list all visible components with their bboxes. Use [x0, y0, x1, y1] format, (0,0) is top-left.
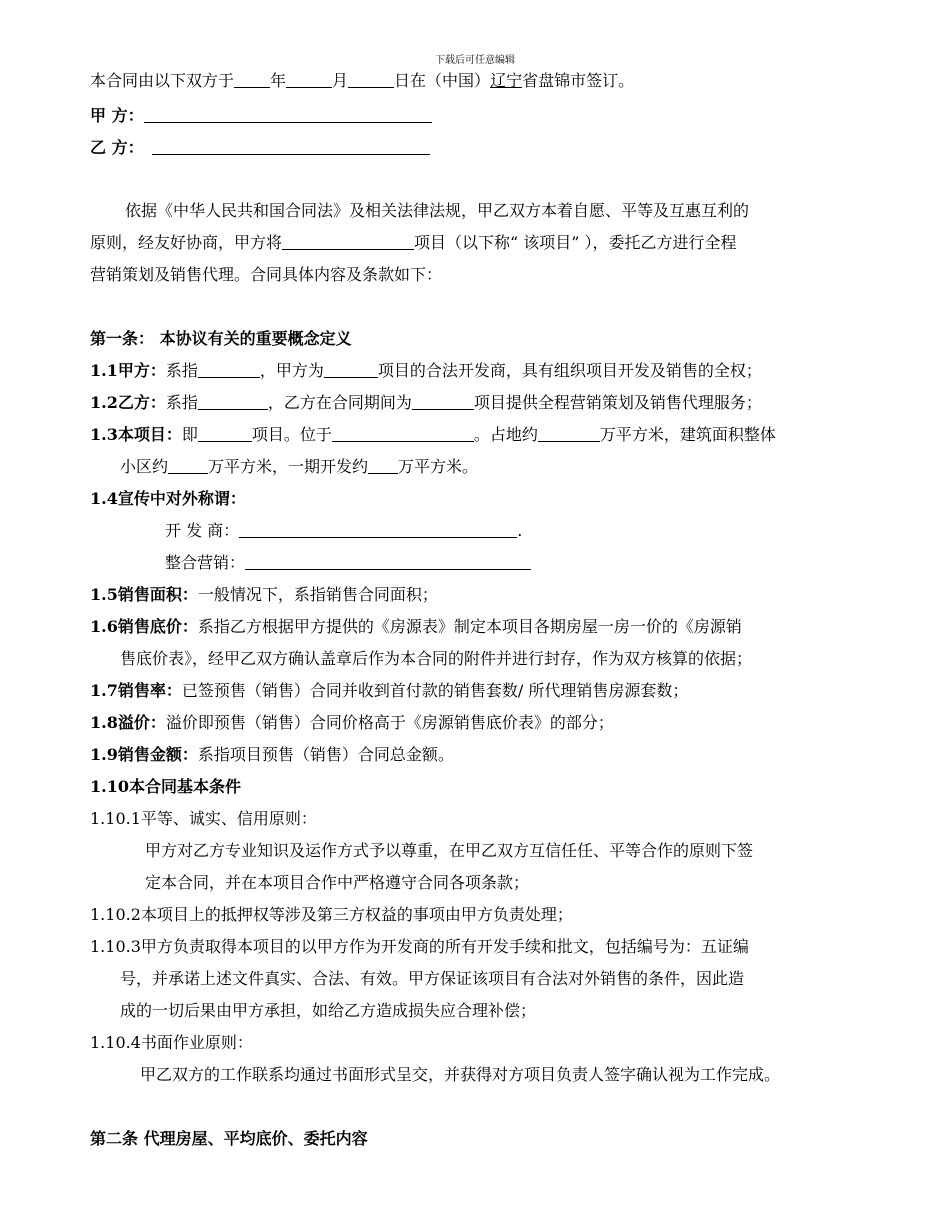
def-1-7-text: 已签预售（销售）合同并收到首付款的销售套数/ 所代理销售房源套数； — [181, 681, 689, 700]
opening-year: 年 — [270, 71, 287, 90]
def-1-1 — [90, 360, 762, 382]
def-1-2-b: ，乙方在合同期间为 — [267, 393, 412, 412]
preamble-line2 — [90, 232, 737, 254]
def-1-1-term: 1.1甲方： — [90, 361, 166, 380]
opening-province: 辽宁 — [490, 71, 523, 90]
clause-1-10-3-text2: 号，并承诺上述文件真实、合法、有效。甲方保证该项目有合法对外销售的条件，因此造 — [120, 969, 745, 988]
opening-line — [90, 70, 634, 92]
header-note: 下载后可任意编辑 — [435, 55, 515, 66]
project-name-blank[interactable] — [282, 233, 414, 250]
party-b-line — [90, 137, 430, 159]
opening-day-prefix: 日在（中国） — [394, 71, 491, 90]
article1-title: 第一条： 本协议有关的重要概念定义 — [90, 329, 352, 348]
def-1-1-blank1[interactable] — [198, 361, 260, 378]
party-a-line — [90, 105, 432, 127]
def-1-9-text: 系指项目预售（销售）合同总金额。 — [197, 745, 454, 764]
def-1-3-blank3[interactable] — [538, 425, 600, 442]
def-1-6-text2: 售底价表》，经甲乙双方确认盖章后作为本合同的附件并进行封存，作为双方核算的依据； — [120, 649, 753, 668]
def-1-3-blank4[interactable] — [168, 457, 208, 474]
opening-month: 月 — [332, 71, 349, 90]
def-1-1-a: 系指 — [165, 361, 198, 380]
def-1-6 — [90, 616, 742, 638]
def-1-3-c: 。占地约 — [473, 425, 538, 444]
clause-1-10-1-text2: 定本合同，并在本项目合作中严格遵守合同各项条款； — [145, 873, 530, 892]
def-1-2-a: 系指 — [165, 393, 198, 412]
preamble-line1: 依据《中华人民共和国合同法》及相关法律法规，甲乙双方本着自愿、平等及互惠互利的 — [125, 201, 750, 220]
clause-1-10-2: 1.10.2本项目上的抵押权等涉及第三方权益的事项由甲方负责处理； — [90, 905, 573, 924]
def-1-2 — [90, 392, 762, 414]
def-1-6-text1: 系指乙方根据甲方提供的《房源表》制定本项目各期房屋一房一价的《房源销 — [197, 617, 742, 636]
def-1-3-g: 万平方米。 — [398, 457, 479, 476]
def-1-5 — [90, 584, 438, 606]
def-1-9 — [90, 744, 454, 766]
clause-1-10-3-text1: 1.10.3甲方负责取得本项目的以甲方作为开发商的所有开发手续和批文，包括编号为：五证编 — [90, 937, 749, 956]
def-1-3-cont — [120, 456, 478, 478]
clause-1-10-4-head: 1.10.4书面作业原则： — [90, 1033, 253, 1052]
developer-dot: . — [517, 521, 523, 540]
party-a-label: 甲 方： — [90, 106, 144, 125]
def-1-3-f: 万平方米，一期开发约 — [208, 457, 369, 476]
clause-1-10-3-text3: 成的一切后果由甲方承担，如给乙方造成损失应合理补偿； — [120, 1001, 537, 1020]
party-a-blank[interactable] — [144, 106, 432, 123]
developer-line — [165, 520, 522, 542]
clause-1-10-1-head: 1.10.1平等、诚实、信用原则： — [90, 809, 317, 828]
def-1-2-term: 1.2乙方： — [90, 393, 166, 412]
def-1-7-term: 1.7销售率： — [90, 681, 182, 700]
year-blank[interactable] — [234, 71, 270, 88]
def-1-1-blank2[interactable] — [324, 361, 378, 378]
day-blank[interactable] — [348, 71, 394, 88]
def-1-8-term: 1.8溢价： — [90, 713, 166, 732]
def-1-5-term: 1.5销售面积： — [90, 585, 198, 604]
def-1-3 — [90, 424, 776, 446]
developer-label: 开 发 商： — [165, 521, 240, 540]
article2-title: 第二条 代理房屋、平均底价、委托内容 — [90, 1129, 368, 1148]
def-1-10-term: 1.10本合同基本条件 — [90, 777, 241, 796]
clause-1-10-4-text: 甲乙双方的工作联系均通过书面形式呈交，并获得对方项目负责人签字确认视为工作完成。 — [140, 1065, 781, 1084]
def-1-2-c: 项目提供全程营销策划及销售代理服务； — [473, 393, 762, 412]
clause-1-10-1-text1: 甲方对乙方专业知识及运作方式予以尊重，在甲乙双方互信任任、平等合作的原则下签 — [145, 841, 754, 860]
preamble-line2-b: 项目（以下称“ 该项目” ），委托乙方进行全程 — [414, 233, 737, 252]
def-1-2-blank1[interactable] — [198, 393, 268, 410]
party-b-label: 乙 方： — [90, 138, 144, 157]
def-1-3-b: 项目。位于 — [251, 425, 332, 444]
def-1-8 — [90, 712, 614, 734]
def-1-3-term: 1.3本项目： — [90, 425, 182, 444]
def-1-3-d: 万平方米，建筑面积整体 — [599, 425, 776, 444]
def-1-5-text: 一般情况下，系指销售合同面积； — [197, 585, 438, 604]
def-1-8-text: 溢价即预售（销售）合同价格高于《房源销售底价表》的部分； — [165, 713, 614, 732]
def-1-3-e: 小区约 — [120, 457, 169, 476]
opening-suffix: 省盘锦市签订。 — [522, 71, 635, 90]
developer-blank[interactable] — [239, 521, 517, 538]
def-1-9-term: 1.9销售金额： — [90, 745, 198, 764]
preamble-line2-a: 原则，经友好协商，甲方将 — [90, 233, 283, 252]
def-1-1-c: 项目的合法开发商，具有组织项目开发及销售的全权； — [377, 361, 762, 380]
def-1-6-term: 1.6销售底价： — [90, 617, 198, 636]
def-1-1-b: ，甲方为 — [259, 361, 324, 380]
marketing-label: 整合营销： — [165, 553, 246, 572]
def-1-2-blank2[interactable] — [412, 393, 474, 410]
def-1-4-term: 1.4宣传中对外称谓： — [90, 489, 246, 508]
party-b-blank[interactable] — [152, 138, 430, 155]
opening-prefix: 本合同由以下双方于 — [90, 71, 235, 90]
def-1-3-blank1[interactable] — [198, 425, 252, 442]
def-1-3-a: 即 — [181, 425, 198, 444]
marketing-line — [165, 552, 531, 574]
def-1-7 — [90, 680, 688, 702]
def-1-3-blank2[interactable] — [332, 425, 474, 442]
marketing-blank[interactable] — [245, 553, 531, 570]
month-blank[interactable] — [286, 71, 332, 88]
def-1-3-blank5[interactable] — [368, 457, 398, 474]
preamble-line3: 营销策划及销售代理。合同具体内容及条款如下： — [90, 265, 443, 284]
